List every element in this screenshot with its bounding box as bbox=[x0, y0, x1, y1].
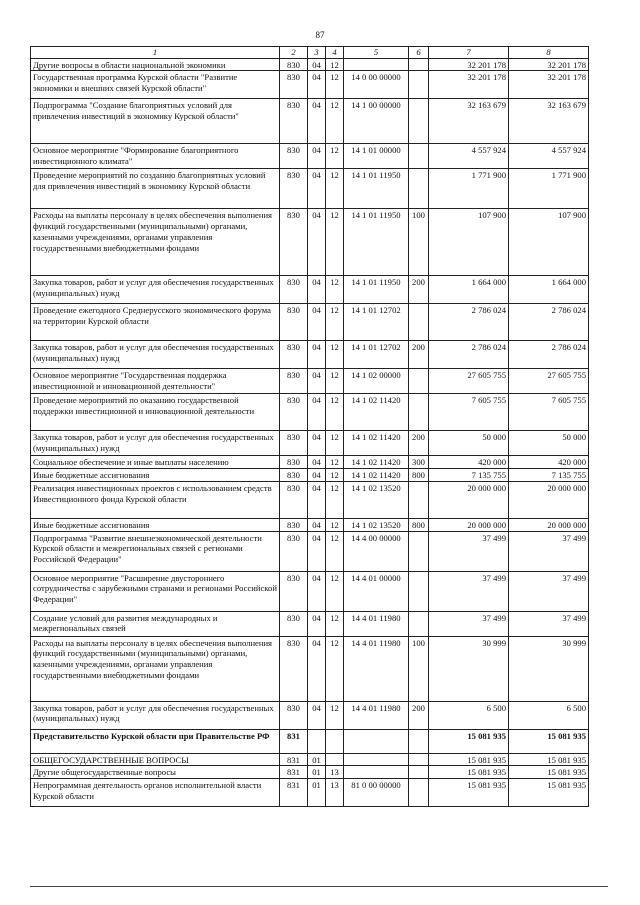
table-row bbox=[31, 276, 589, 304]
row-expense-type bbox=[409, 753, 429, 766]
row-target-article bbox=[344, 766, 409, 779]
row-amount-year-2: 15 081 935 bbox=[509, 729, 589, 753]
row-expense-type bbox=[409, 58, 429, 71]
row-section: 01 bbox=[308, 779, 326, 807]
row-ministry-code: 830 bbox=[280, 394, 308, 431]
row-expense-type bbox=[409, 571, 429, 611]
row-amount-year-2: 37 499 bbox=[509, 571, 589, 611]
row-section: 04 bbox=[308, 456, 326, 469]
row-amount-year-1: 30 999 bbox=[429, 636, 509, 701]
row-name: Расходы на выплаты персоналу в целях обеспечения выполнения функций государственными (муниципальными) органами, казенными учреждениями, органами управления государственными внебюджетными фондами bbox=[31, 636, 280, 701]
row-section: 01 bbox=[308, 753, 326, 766]
column-header: 3 bbox=[308, 47, 326, 59]
row-target-article: 14 1 02 11420 bbox=[344, 431, 409, 456]
row-target-article: 14 4 01 11980 bbox=[344, 636, 409, 701]
row-target-article: 14 1 01 11950 bbox=[344, 169, 409, 209]
row-ministry-code: 830 bbox=[280, 71, 308, 99]
row-expense-type bbox=[409, 169, 429, 209]
budget-table bbox=[30, 46, 589, 807]
row-name: Основное мероприятие "Формирование благоприятного инвестиционного климата" bbox=[31, 144, 280, 169]
table-row bbox=[31, 779, 589, 807]
row-section: 04 bbox=[308, 571, 326, 611]
row-target-article: 14 1 02 00000 bbox=[344, 369, 409, 394]
row-target-article: 14 1 01 00000 bbox=[344, 144, 409, 169]
row-subsection: 12 bbox=[326, 209, 344, 276]
row-target-article bbox=[344, 58, 409, 71]
row-expense-type: 200 bbox=[409, 276, 429, 304]
row-name: Проведение ежегодного Среднерусского экономического форума на территории Курской области bbox=[31, 304, 280, 341]
row-section: 04 bbox=[308, 469, 326, 482]
row-amount-year-2: 1 771 900 bbox=[509, 169, 589, 209]
row-name: Проведение мероприятий по созданию благоприятных условий для привлечения инвестиций в экономику Курской области bbox=[31, 169, 280, 209]
row-section: 04 bbox=[308, 276, 326, 304]
row-section: 04 bbox=[308, 481, 326, 518]
row-section: 04 bbox=[308, 209, 326, 276]
row-name: Другие общегосударственные вопросы bbox=[31, 766, 280, 779]
row-amount-year-2: 50 000 bbox=[509, 431, 589, 456]
row-amount-year-1: 27 605 755 bbox=[429, 369, 509, 394]
row-subsection: 12 bbox=[326, 341, 344, 369]
row-target-article: 14 4 01 00000 bbox=[344, 571, 409, 611]
column-header: 5 bbox=[344, 47, 409, 59]
row-expense-type bbox=[409, 481, 429, 518]
row-name: Непрограммная деятельность органов исполнительной власти Курской области bbox=[31, 779, 280, 807]
row-ministry-code: 830 bbox=[280, 701, 308, 729]
row-name: Проведение мероприятий по оказанию государственной поддержки инвестиционной и инновационной деятельности bbox=[31, 394, 280, 431]
row-ministry-code: 830 bbox=[280, 169, 308, 209]
row-name: Основное мероприятие "Расширение двустороннего сотрудничества с зарубежными странами и регионами Российской Федерации" bbox=[31, 571, 280, 611]
row-amount-year-2: 37 499 bbox=[509, 611, 589, 636]
row-section: 04 bbox=[308, 518, 326, 531]
table-row bbox=[31, 766, 589, 779]
row-amount-year-2: 20 000 000 bbox=[509, 518, 589, 531]
row-target-article: 14 1 02 11420 bbox=[344, 469, 409, 482]
row-target-article bbox=[344, 753, 409, 766]
row-section: 04 bbox=[308, 304, 326, 341]
table-row bbox=[31, 369, 589, 394]
row-amount-year-2: 32 201 178 bbox=[509, 71, 589, 99]
row-amount-year-1: 15 081 935 bbox=[429, 766, 509, 779]
row-subsection: 13 bbox=[326, 766, 344, 779]
row-section: 04 bbox=[308, 531, 326, 571]
row-name: Подпрограмма "Развитие внешнеэкономической деятельности Курской области и межрегиональных связей с регионами Российской Федерации" bbox=[31, 531, 280, 571]
table-row bbox=[31, 71, 589, 99]
row-amount-year-2: 15 081 935 bbox=[509, 766, 589, 779]
row-subsection: 13 bbox=[326, 779, 344, 807]
row-amount-year-2: 7 135 755 bbox=[509, 469, 589, 482]
row-target-article: 14 0 00 00000 bbox=[344, 71, 409, 99]
row-section: 04 bbox=[308, 394, 326, 431]
row-section: 04 bbox=[308, 369, 326, 394]
row-target-article: 14 4 00 00000 bbox=[344, 531, 409, 571]
row-ministry-code: 830 bbox=[280, 58, 308, 71]
table-row bbox=[31, 518, 589, 531]
row-name: Подпрограмма "Создание благоприятных условий для привлечения инвестиций в экономику Курской области" bbox=[31, 99, 280, 144]
row-expense-type: 800 bbox=[409, 469, 429, 482]
row-amount-year-2: 4 557 924 bbox=[509, 144, 589, 169]
row-ministry-code: 831 bbox=[280, 779, 308, 807]
row-amount-year-2: 420 000 bbox=[509, 456, 589, 469]
footer-rule bbox=[30, 886, 608, 887]
row-subsection: 12 bbox=[326, 531, 344, 571]
row-subsection: 12 bbox=[326, 571, 344, 611]
row-expense-type: 100 bbox=[409, 209, 429, 276]
row-section: 01 bbox=[308, 766, 326, 779]
row-amount-year-2: 2 786 024 bbox=[509, 304, 589, 341]
row-subsection bbox=[326, 753, 344, 766]
row-section: 04 bbox=[308, 431, 326, 456]
row-amount-year-1: 7 605 755 bbox=[429, 394, 509, 431]
row-target-article: 14 1 02 13520 bbox=[344, 481, 409, 518]
row-ministry-code: 830 bbox=[280, 99, 308, 144]
row-subsection: 12 bbox=[326, 636, 344, 701]
row-expense-type bbox=[409, 779, 429, 807]
table-row bbox=[31, 571, 589, 611]
row-amount-year-1: 2 786 024 bbox=[429, 304, 509, 341]
row-target-article: 14 4 01 11980 bbox=[344, 611, 409, 636]
row-ministry-code: 830 bbox=[280, 518, 308, 531]
row-name: Закупка товаров, работ и услуг для обеспечения государственных (муниципальных) нужд bbox=[31, 341, 280, 369]
column-header: 4 bbox=[326, 47, 344, 59]
row-expense-type bbox=[409, 144, 429, 169]
row-ministry-code: 831 bbox=[280, 729, 308, 753]
row-amount-year-2: 30 999 bbox=[509, 636, 589, 701]
row-expense-type bbox=[409, 99, 429, 144]
row-name: ОБЩЕГОСУДАРСТВЕННЫЕ ВОПРОСЫ bbox=[31, 753, 280, 766]
row-expense-type: 300 bbox=[409, 456, 429, 469]
row-subsection: 12 bbox=[326, 144, 344, 169]
row-subsection: 12 bbox=[326, 99, 344, 144]
row-ministry-code: 830 bbox=[280, 611, 308, 636]
row-target-article: 14 1 02 11420 bbox=[344, 456, 409, 469]
row-expense-type: 100 bbox=[409, 636, 429, 701]
row-section bbox=[308, 729, 326, 753]
row-section: 04 bbox=[308, 701, 326, 729]
row-amount-year-2: 15 081 935 bbox=[509, 753, 589, 766]
row-section: 04 bbox=[308, 144, 326, 169]
row-ministry-code: 830 bbox=[280, 481, 308, 518]
table-row bbox=[31, 304, 589, 341]
row-target-article: 14 1 01 12702 bbox=[344, 304, 409, 341]
row-target-article: 14 1 01 12702 bbox=[344, 341, 409, 369]
row-subsection: 12 bbox=[326, 276, 344, 304]
row-expense-type: 200 bbox=[409, 431, 429, 456]
table-row bbox=[31, 753, 589, 766]
row-amount-year-1: 1 771 900 bbox=[429, 169, 509, 209]
table-row bbox=[31, 144, 589, 169]
table-row bbox=[31, 394, 589, 431]
row-name: Закупка товаров, работ и услуг для обеспечения государственных (муниципальных) нужд bbox=[31, 431, 280, 456]
row-ministry-code: 830 bbox=[280, 369, 308, 394]
row-section: 04 bbox=[308, 71, 326, 99]
row-amount-year-1: 15 081 935 bbox=[429, 729, 509, 753]
row-subsection: 12 bbox=[326, 611, 344, 636]
row-amount-year-1: 32 201 178 bbox=[429, 58, 509, 71]
table-row bbox=[31, 531, 589, 571]
row-amount-year-2: 32 201 178 bbox=[509, 58, 589, 71]
row-amount-year-2: 2 786 024 bbox=[509, 341, 589, 369]
row-subsection: 12 bbox=[326, 71, 344, 99]
row-target-article bbox=[344, 729, 409, 753]
row-subsection: 12 bbox=[326, 304, 344, 341]
row-section: 04 bbox=[308, 58, 326, 71]
row-amount-year-2: 15 081 935 bbox=[509, 779, 589, 807]
row-ministry-code: 830 bbox=[280, 469, 308, 482]
row-amount-year-1: 32 201 178 bbox=[429, 71, 509, 99]
column-header: 6 bbox=[409, 47, 429, 59]
row-amount-year-2: 7 605 755 bbox=[509, 394, 589, 431]
row-amount-year-1: 1 664 000 bbox=[429, 276, 509, 304]
table-row bbox=[31, 469, 589, 482]
row-ministry-code: 830 bbox=[280, 276, 308, 304]
row-section: 04 bbox=[308, 636, 326, 701]
row-amount-year-1: 420 000 bbox=[429, 456, 509, 469]
row-name: Иные бюджетные ассигнования bbox=[31, 518, 280, 531]
row-ministry-code: 830 bbox=[280, 304, 308, 341]
row-ministry-code: 830 bbox=[280, 531, 308, 571]
row-amount-year-1: 37 499 bbox=[429, 531, 509, 571]
table-row bbox=[31, 636, 589, 701]
row-amount-year-1: 4 557 924 bbox=[429, 144, 509, 169]
row-ministry-code: 831 bbox=[280, 766, 308, 779]
row-subsection: 12 bbox=[326, 701, 344, 729]
row-ministry-code: 830 bbox=[280, 431, 308, 456]
table-header-row bbox=[31, 47, 589, 59]
row-subsection: 12 bbox=[326, 394, 344, 431]
row-subsection: 12 bbox=[326, 431, 344, 456]
row-ministry-code: 831 bbox=[280, 753, 308, 766]
row-name: Социальное обеспечение и иные выплаты населению bbox=[31, 456, 280, 469]
row-target-article: 81 0 00 00000 bbox=[344, 779, 409, 807]
row-amount-year-1: 20 000 000 bbox=[429, 518, 509, 531]
row-name: Закупка товаров, работ и услуг для обеспечения государственных (муниципальных) нужд bbox=[31, 276, 280, 304]
column-header: 1 bbox=[31, 47, 280, 59]
table-row bbox=[31, 169, 589, 209]
row-expense-type: 200 bbox=[409, 701, 429, 729]
row-ministry-code: 830 bbox=[280, 144, 308, 169]
table-row bbox=[31, 701, 589, 729]
table-row bbox=[31, 611, 589, 636]
table-row bbox=[31, 431, 589, 456]
table-row bbox=[31, 481, 589, 518]
table-row bbox=[31, 58, 589, 71]
row-amount-year-2: 32 163 679 bbox=[509, 99, 589, 144]
row-expense-type bbox=[409, 766, 429, 779]
row-expense-type bbox=[409, 611, 429, 636]
row-expense-type bbox=[409, 304, 429, 341]
row-expense-type bbox=[409, 71, 429, 99]
row-name: Закупка товаров, работ и услуг для обеспечения государственных (муниципальных) нужд bbox=[31, 701, 280, 729]
row-amount-year-1: 50 000 bbox=[429, 431, 509, 456]
row-expense-type: 200 bbox=[409, 341, 429, 369]
row-amount-year-2: 1 664 000 bbox=[509, 276, 589, 304]
row-ministry-code: 830 bbox=[280, 571, 308, 611]
row-expense-type bbox=[409, 394, 429, 431]
row-target-article: 14 1 02 11420 bbox=[344, 394, 409, 431]
row-expense-type: 800 bbox=[409, 518, 429, 531]
row-amount-year-1: 37 499 bbox=[429, 571, 509, 611]
row-expense-type bbox=[409, 729, 429, 753]
row-ministry-code: 830 bbox=[280, 456, 308, 469]
row-target-article: 14 4 01 11980 bbox=[344, 701, 409, 729]
row-amount-year-1: 32 163 679 bbox=[429, 99, 509, 144]
row-name: Расходы на выплаты персоналу в целях обеспечения выполнения функций государственными (муниципальными) органами, казенными учреждениями, органами управления государственными внебюджетными фондами bbox=[31, 209, 280, 276]
row-name: Основное мероприятие "Государственная поддержка инвестиционной и инновационной деятельности" bbox=[31, 369, 280, 394]
row-target-article: 14 1 00 00000 bbox=[344, 99, 409, 144]
table-row bbox=[31, 729, 589, 753]
row-amount-year-2: 27 605 755 bbox=[509, 369, 589, 394]
row-ministry-code: 830 bbox=[280, 209, 308, 276]
row-expense-type bbox=[409, 531, 429, 571]
row-target-article: 14 1 01 11950 bbox=[344, 209, 409, 276]
column-header: 7 bbox=[429, 47, 509, 59]
table-row bbox=[31, 209, 589, 276]
column-header: 8 bbox=[509, 47, 589, 59]
row-target-article: 14 1 02 13520 bbox=[344, 518, 409, 531]
row-amount-year-1: 37 499 bbox=[429, 611, 509, 636]
row-subsection: 12 bbox=[326, 169, 344, 209]
row-expense-type bbox=[409, 369, 429, 394]
row-ministry-code: 830 bbox=[280, 636, 308, 701]
table-row bbox=[31, 99, 589, 144]
row-name: Создание условий для развития международных и межрегиональных связей bbox=[31, 611, 280, 636]
table-row bbox=[31, 456, 589, 469]
row-subsection bbox=[326, 729, 344, 753]
row-amount-year-1: 107 900 bbox=[429, 209, 509, 276]
row-amount-year-1: 15 081 935 bbox=[429, 779, 509, 807]
row-amount-year-1: 6 500 bbox=[429, 701, 509, 729]
row-subsection: 12 bbox=[326, 369, 344, 394]
row-amount-year-1: 15 081 935 bbox=[429, 753, 509, 766]
row-name: Представительство Курской области при Правительстве РФ bbox=[31, 729, 280, 753]
row-subsection: 12 bbox=[326, 456, 344, 469]
row-name: Государственная программа Курской области "Развитие экономики и внешних связей Курской области" bbox=[31, 71, 280, 99]
row-target-article: 14 1 01 11950 bbox=[344, 276, 409, 304]
page-number: 87 bbox=[315, 30, 325, 40]
row-amount-year-2: 20 000 000 bbox=[509, 481, 589, 518]
table-row bbox=[31, 341, 589, 369]
row-subsection: 12 bbox=[326, 58, 344, 71]
row-section: 04 bbox=[308, 169, 326, 209]
row-section: 04 bbox=[308, 341, 326, 369]
row-amount-year-2: 6 500 bbox=[509, 701, 589, 729]
row-amount-year-1: 20 000 000 bbox=[429, 481, 509, 518]
row-amount-year-2: 107 900 bbox=[509, 209, 589, 276]
row-section: 04 bbox=[308, 611, 326, 636]
row-amount-year-1: 7 135 755 bbox=[429, 469, 509, 482]
row-name: Реализация инвестиционных проектов с использованием средств Инвестиционного фонда Курской области bbox=[31, 481, 280, 518]
row-subsection: 12 bbox=[326, 518, 344, 531]
row-name: Другие вопросы в области национальной экономики bbox=[31, 58, 280, 71]
row-amount-year-2: 37 499 bbox=[509, 531, 589, 571]
row-ministry-code: 830 bbox=[280, 341, 308, 369]
row-section: 04 bbox=[308, 99, 326, 144]
column-header: 2 bbox=[280, 47, 308, 59]
row-subsection: 12 bbox=[326, 481, 344, 518]
row-subsection: 12 bbox=[326, 469, 344, 482]
row-name: Иные бюджетные ассигнования bbox=[31, 469, 280, 482]
row-amount-year-1: 2 786 024 bbox=[429, 341, 509, 369]
